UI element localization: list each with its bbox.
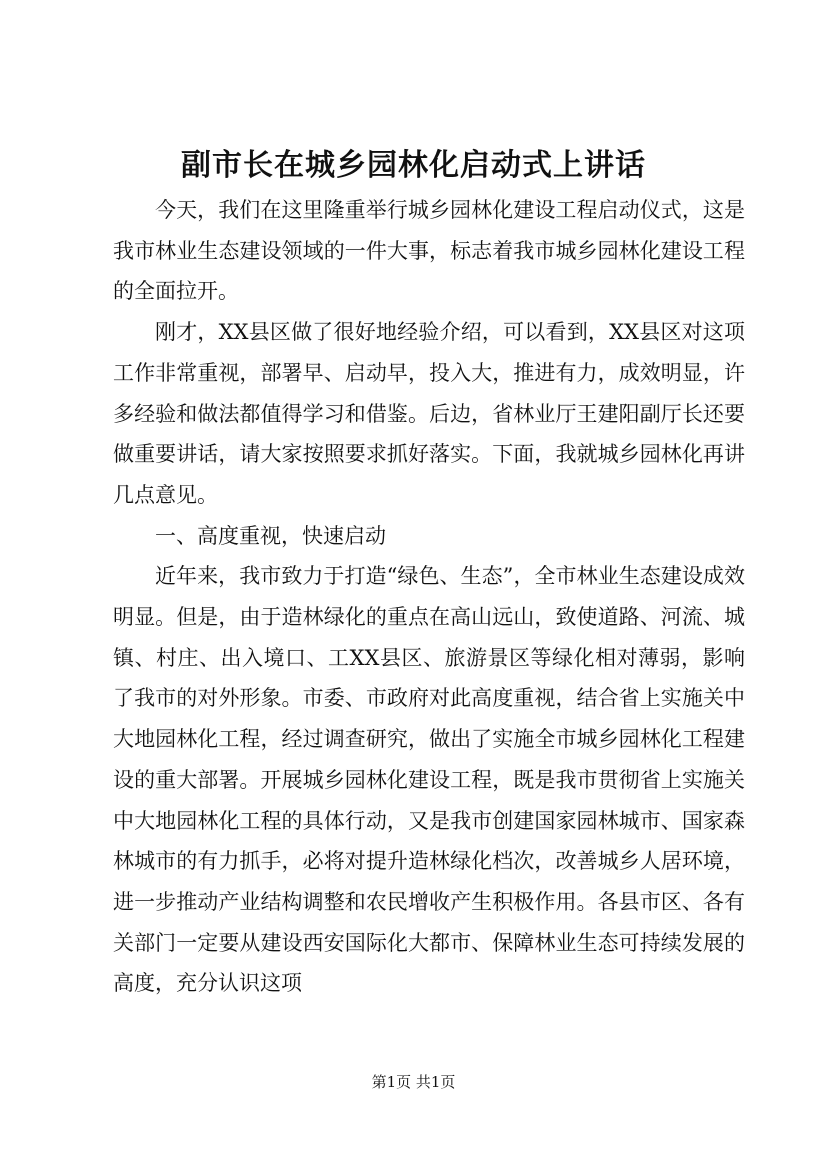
paragraph-opening: 今天，我们在这里隆重举行城乡园林化建设工程启动仪式，这是我市林业生态建设领域的一件大事，标志着我市城乡园林化建设工程的全面拉开。 bbox=[113, 198, 745, 304]
page-footer: 第1页 共1页 bbox=[371, 1073, 456, 1091]
document-body bbox=[113, 190, 745, 1004]
paragraph-experience: 刚才，XX县区做了很好地经验介绍，可以看到，XX县区对这项工作非常重视，部署早、启动早，投入大，推进有力，成效明显，许多经验和做法都值得学习和借鉴。后边，省林业厅王建阳副厅长还要做重要讲话，请大家按照要求抓好落实。下面，我就城乡园林化再讲几点意见。 bbox=[113, 320, 745, 507]
section-heading-1: 一、高度重视，快速启动 bbox=[155, 523, 386, 548]
paragraph-background: 近年来，我市致力于打造“绿色、生态”，全市林业生态建设成效明显。但是，由于造林绿化的重点在高山远山，致使道路、河流、城镇、村庄、出入境口、工XX县区、旅游景区等绿化相对薄弱，影响了我市的对外形象。市委、市政府对此高度重视，结合省上实施关中大地园林化工程，经过调查研究，做出了实施全市城乡园林化工程建设的重大部署。开展城乡园林化建设工程，既是我市贯彻省上实施关中大地园林化工程的具体行动，又是我市创建国家园林城市、国家森林城市的有力抓手，必将对提升造林绿化档次，改善城乡人居环境，进一步推动产业结构调整和农民增收产生积极作用。各县市区、各有关部门一定要从建设西安国际化大都市、保障林业生态可持续发展的高度，充分认识这项 bbox=[113, 564, 745, 996]
document-title: 副市长在城乡园林化启动式上讲话 bbox=[181, 148, 646, 183]
